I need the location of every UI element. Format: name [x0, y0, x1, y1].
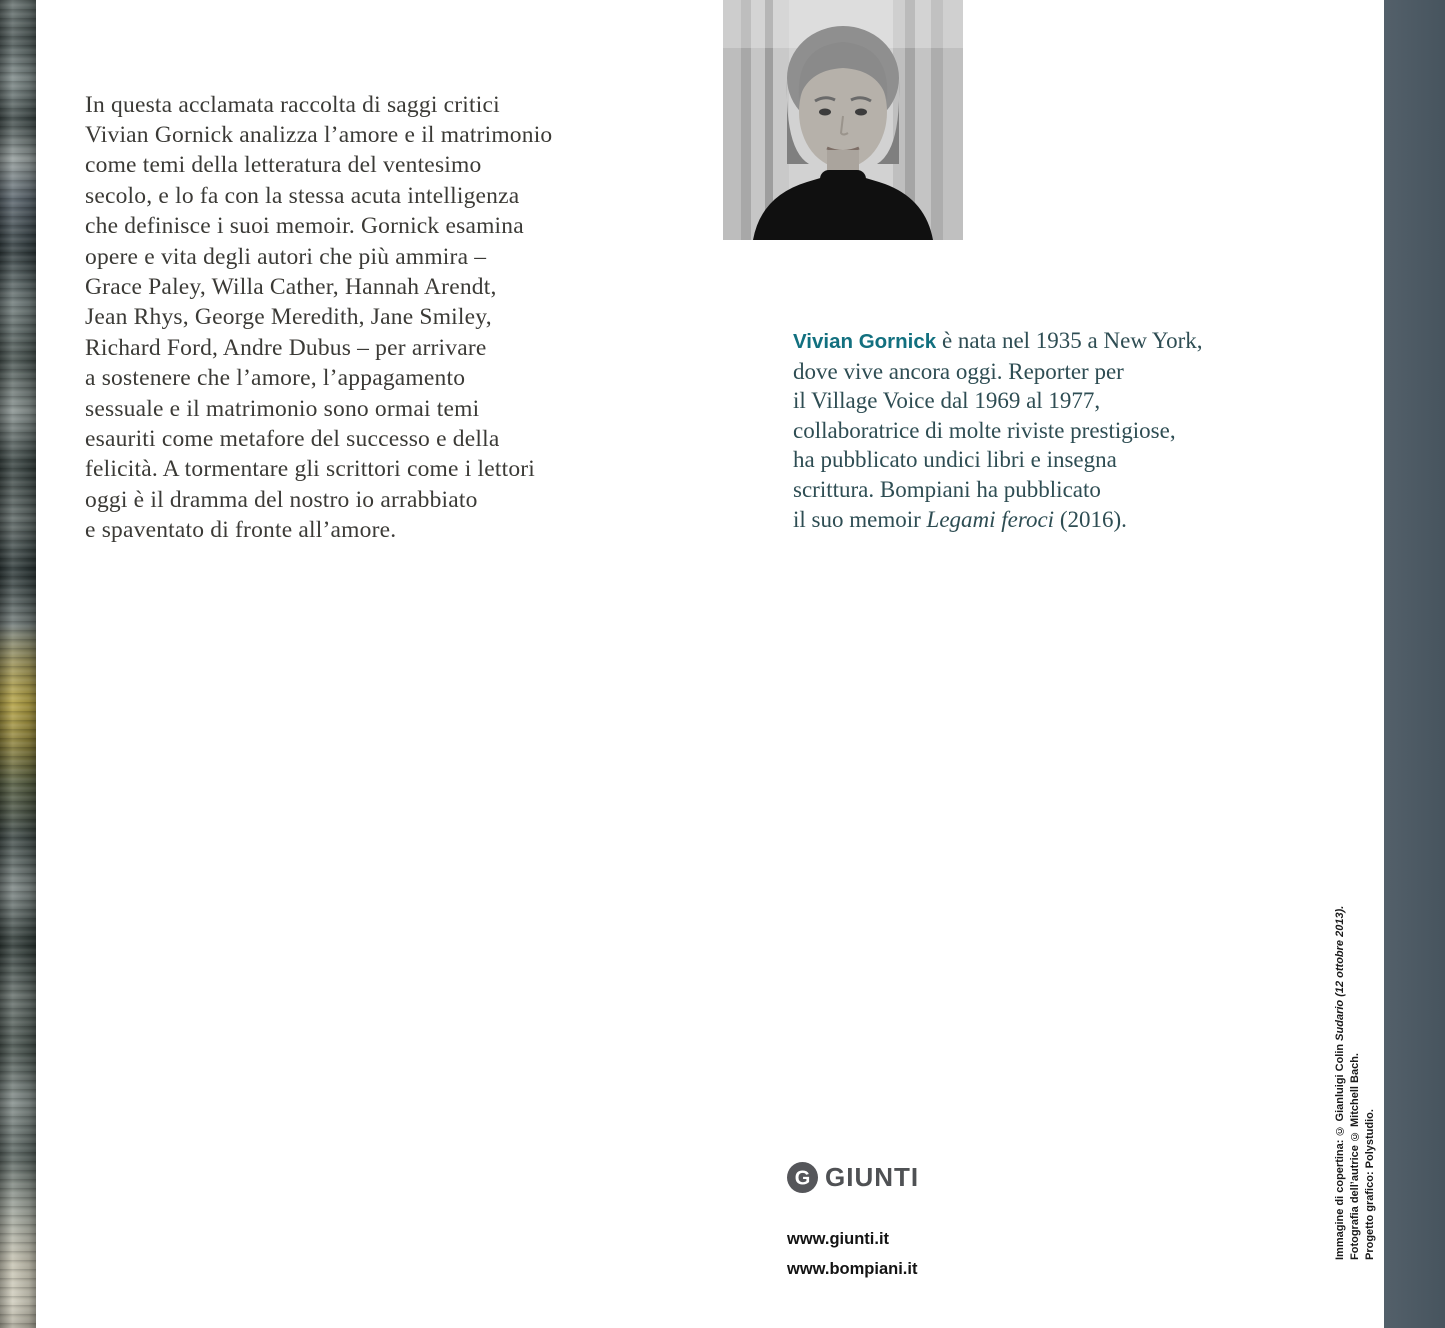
bio-middle-lines: dove vive ancora oggi. Reporter per il Village Voice dal 1969 al 1977, collaboratrice di molte riviste prestigiose, ha pubblicato undici libri e insegna scrittura. Bompiani ha pubblicato — [793, 358, 1176, 502]
credit-line-cover-image — [1333, 892, 1348, 1260]
giunti-logo-letter: G — [794, 1167, 811, 1189]
cover-art-spine-strip — [0, 0, 36, 1328]
credit-cover-artwork-title: Sudario (12 ottobre 2013). — [1334, 905, 1346, 1041]
flap-description: In questa acclamata raccolta di saggi critici Vivian Gornick analizza l’amore e il matrimonio come temi della letteratura del ventesimo secolo, e lo fa con la stessa acuta intelligenza che definisce i suoi memoir. Gornick esamina opere e vita degli autori che più ammira – Grace Paley, Willa Cather, Hannah Arendt, Jean Rhys, George Meredith, Jane Smiley, Richard Ford, Andre Dubus – per arrivare a sostenere che l’amore, l’appagamento sessuale e il matrimonio sono ormai temi esauriti come metafore del successo e della felicità. A tormentare gli scrittori come i lettori oggi è il dramma del nostro io arrabbiato e spaventato di fronte all’amore. — [85, 91, 553, 544]
giunti-wordmark: GIUNTI — [825, 1161, 920, 1192]
publisher-block — [787, 1160, 919, 1284]
author-name: Vivian Gornick — [793, 330, 937, 353]
credits-vertical — [1333, 892, 1378, 1260]
giunti-logo-icon — [787, 1162, 818, 1193]
book-title-legami-feroci: Legami feroci — [926, 506, 1055, 532]
giunti-logo — [787, 1160, 919, 1194]
credit-line-photo: Fotografia dell’autrice © Mitchell Bach. — [1349, 1053, 1361, 1260]
link-bompiani: www.bompiani.it — [787, 1260, 918, 1278]
credit-cover-prefix: Immagine di copertina: © Gianluigi Colin — [1334, 1040, 1346, 1260]
right-edge-strip — [1384, 0, 1445, 1328]
bio-line1-rest: è nata nel 1935 a New York, — [936, 328, 1203, 353]
publisher-links — [787, 1224, 919, 1284]
link-giunti: www.giunti.it — [787, 1230, 890, 1248]
bio-last-prefix: il suo memoir — [793, 506, 927, 532]
author-bio — [793, 326, 1293, 534]
bio-last-suffix: (2016). — [1054, 506, 1127, 532]
author-portrait-photo — [723, 0, 963, 240]
author-portrait-illustration — [723, 0, 963, 240]
credit-line-design: Progetto grafico: Polystudio. — [1364, 1109, 1376, 1260]
